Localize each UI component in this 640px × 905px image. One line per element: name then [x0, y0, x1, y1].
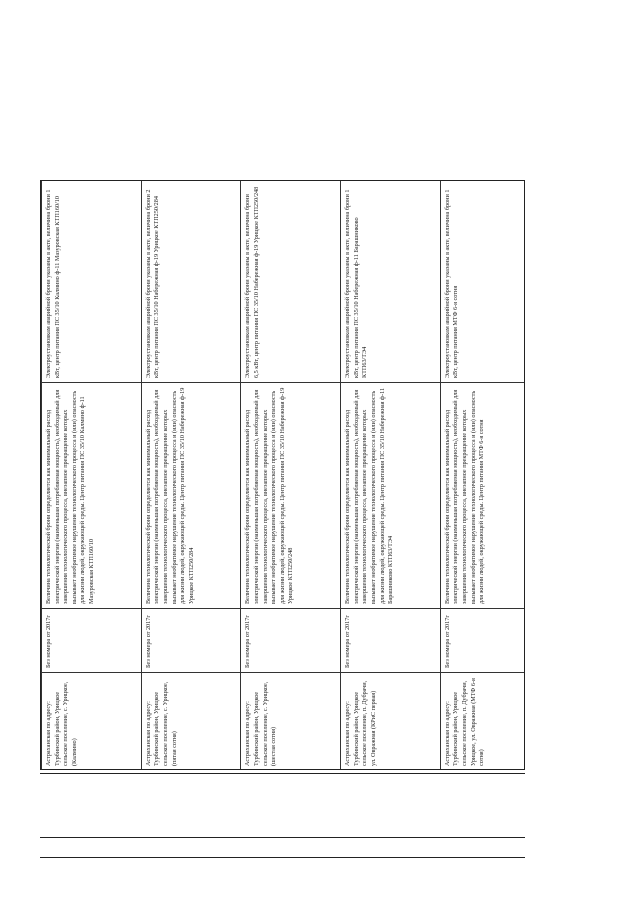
address-cell: Астраханская по адресу: Турбинский район, Урицкое сельское поселение, п. Дубрачи, Урицкое, ул. Овражная (МТФ 6-я сотня) [440, 673, 525, 771]
act-number-cell: Без номера от 2017г [341, 609, 441, 673]
reservation-cell: Электроустановкам аварийной брони указаны в акте, величина брони 1 кВт, центр питания ПС 35/10 Набережная ф-11 Барашниково КТП63/TЭ4 [341, 181, 441, 383]
act-number-cell: Без номера от 2017г [141, 609, 241, 673]
description-cell: Величина технологической брони определяется как минимальный расход электрической энергии (наименьшая потребляемая мощность), необходимый для завершения технологического процесса, внезапное прекращение которых вызывает необратимое нарушение технологического процесса и (или) опасность для жизни людей, окружающей среды. Центр питания ПС 35/10 Калмино ф-11 Мазуровская КТП160/10 [42, 383, 142, 609]
table-row [141, 181, 241, 771]
separator-line [40, 773, 525, 774]
description-cell: Величина технологической брони определяется как минимальный расход электрической энергии (наименьшая потребляемая мощность), необходимый для завершения технологического процесса, внезапное прекращение которых вызывает необратимое нарушение технологического процесса и (или) опасность для жизни людей, окружающей среды. Центр питания ПС 35/10 Набережная ф-11 Барашниково КТП63/TЭ4 [341, 383, 441, 609]
address-cell: Астраханская по адресу: Турбинский район, Урицкое сельское поселение, с. Урицкое, (шестая сотня) [241, 673, 341, 771]
address-cell: Астраханская по адресу: Турбинский район, Урицкое сельское поселение, с. Урицкое, (Калмино) [42, 673, 142, 771]
table-row [341, 181, 441, 771]
description-cell: Величина технологической брони определяется как минимальный расход электрической энергии (наименьшая потребляемая мощность), необходимый для завершения технологического процесса, внезапное прекращение которых вызывает необратимое нарушение технологического процесса и (или) опасность для жизни людей, окружающей среды. Центр питания ПС 35/10 Набережная ф-19 Урицкое КТП250/284 [141, 383, 241, 609]
act-number-cell: Без номера от 2017г [241, 609, 341, 673]
reservation-cell: Электроустановкам аварийной брони указаны в акте, величина брони 1 кВт, центр питания ПС 35/10 Калмино ф-11 Мазуровская КТП160/10 [42, 181, 142, 383]
rotated-table-container [41, 181, 525, 770]
description-cell: Величина технологической брони определяется как минимальный расход электрической энергии (наименьшая потребляемая мощность), необходимый для завершения технологического процесса, внезапное прекращение которых вызывает необратимое нарушение технологического процесса и (или) опасность для жизни людей, окружающей среды. Центр питания МТФ 6-я сотня [440, 383, 525, 609]
description-cell: Величина технологической брони определяется как минимальный расход электрической энергии (наименьшая потребляемая мощность), необходимый для завершения технологического процесса, внезапное прекращение которых вызывает необратимое нарушение технологического процесса и (или) опасность для жизни людей, окружающей среды. Центр питания ПС 35/10 Набережная ф-19 Урицкое КТП250/248 [241, 383, 341, 609]
table-row [241, 181, 341, 771]
document-table-frame [40, 180, 525, 770]
table-row [42, 181, 142, 771]
reservation-cell: Электроустановкам аварийной брони указаны в акте, величина брони 2 кВт, центр питания ПС 35/10 Набережная ф-19 Урицкое КТП250/284 [141, 181, 241, 383]
reservation-cell: Электроустановкам аварийной брони указаны в акте, величина брони 6,5 кВт, центр питания ПС 35/10 Набережная ф-19 Урицкое КТП250/248 [241, 181, 341, 383]
act-number-cell: Без номера от 2017г [440, 609, 525, 673]
act-number-cell: Без номера от 2017г [42, 609, 142, 673]
emergency-reservation-table [41, 180, 525, 770]
table-row [440, 181, 525, 771]
separator-line [40, 837, 525, 838]
address-cell: Астраханская по адресу: Турбинский район, Урицкое сельское поселение, с. Урицкое, (пятая сотня) [141, 673, 241, 771]
reservation-cell: Электроустановкам аварийной брони указаны в акте, величина брони 1 кВт, центр питания МТФ 6-я сотня [440, 181, 525, 383]
address-cell: Астраханская по адресу: Турбинский район, Урицкое сельское поселение, п. Дубрачи, ул. Овражная (КРиС первая) [341, 673, 441, 771]
separator-line [40, 857, 525, 858]
